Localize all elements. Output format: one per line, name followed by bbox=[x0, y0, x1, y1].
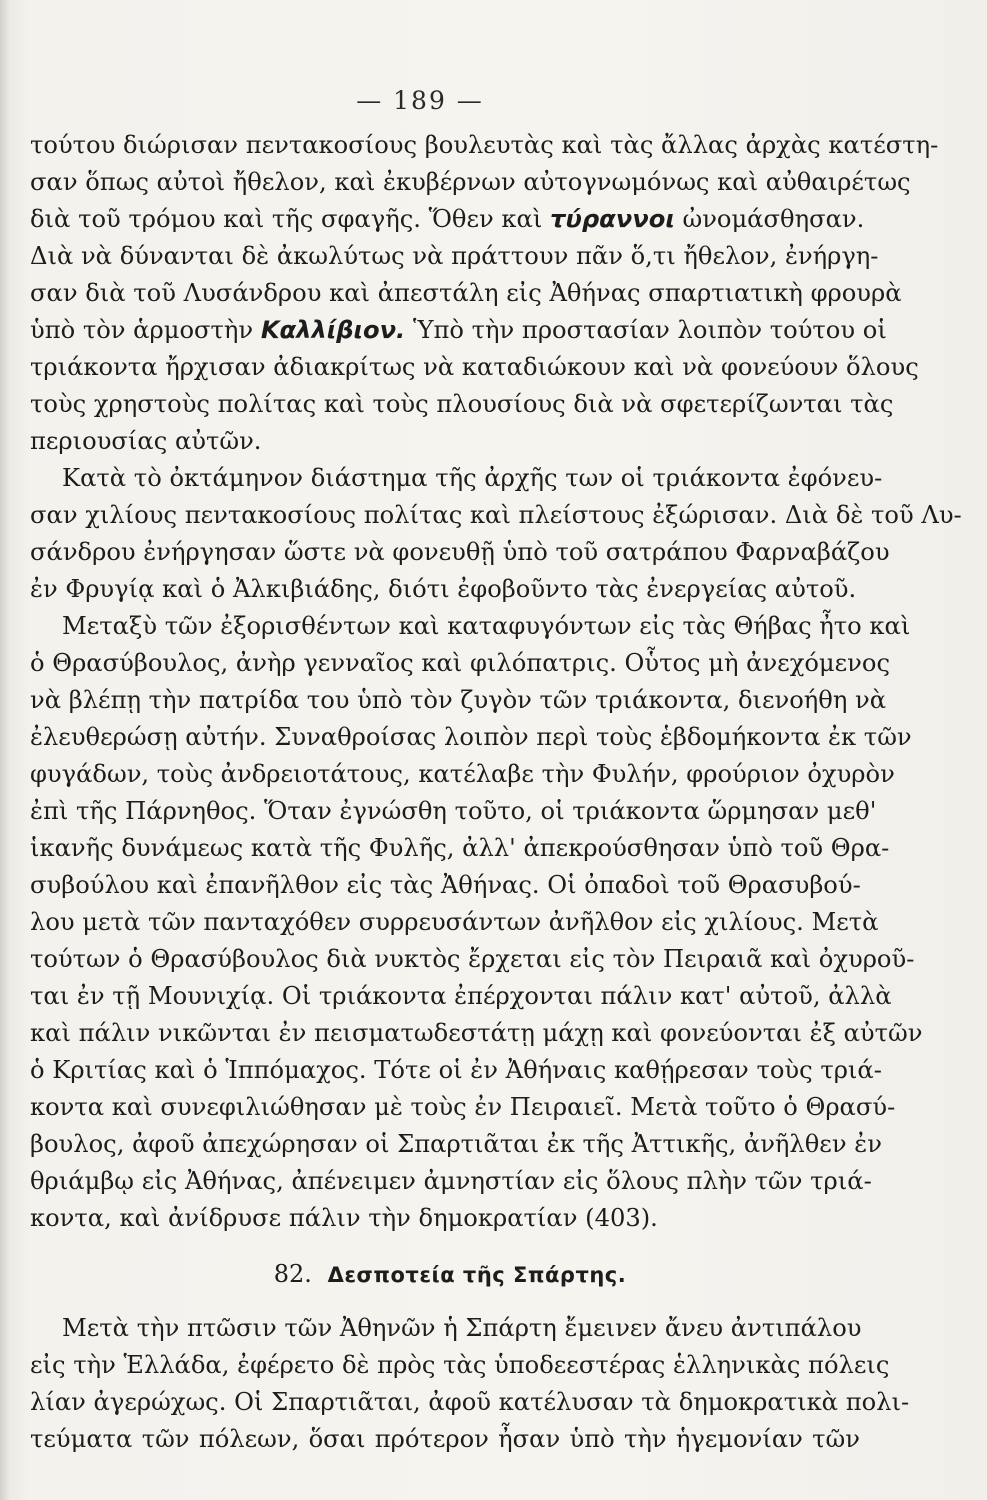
text-line: σαν ὅπως αὐτοὶ ἤθελον, καὶ ἐκυβέρνων αὐτογνωμόνως καὶ αὐθαιρέτως bbox=[30, 168, 911, 196]
text-line: ὁ Κριτίας καὶ ὁ Ἱππόμαχος. Τότε οἱ ἐν Ἀθήναις καθῄρεσαν τοὺς τριά- bbox=[30, 1056, 882, 1084]
text-line: ὁ Θρασύβουλος, ἀνὴρ γενναῖος καὶ φιλόπατρις. Οὗτος μὴ ἀνεχόμενος bbox=[30, 649, 890, 677]
section-title: Δεσποτεία τῆς Σπάρτης. bbox=[327, 1263, 627, 1287]
text-line: τριάκοντα ἤρχισαν ἀδιακρίτως νὰ καταδιώκουν καὶ νὰ φονεύουν ὅλους bbox=[30, 353, 919, 381]
text-line: συβούλου καὶ ἐπανῆλθον εἰς τὰς Ἀθήνας. Οἱ ὀπαδοὶ τοῦ Θρασυβού- bbox=[30, 871, 861, 899]
text-line: λου μετὰ τῶν πανταχόθεν συρρευσάντων ἀνῆλθον εἰς χιλίους. Μετὰ bbox=[30, 908, 879, 936]
text-line: Μεταξὺ τῶν ἐξορισθέντων καὶ καταφυγόντων εἰς τὰς Θήβας ἦτο καὶ bbox=[62, 612, 911, 640]
text-line: Κατὰ τὸ ὀκτάμηνον διάστημα τῆς ἀρχῆς των οἱ τριάκοντα ἐφόνευ- bbox=[62, 464, 883, 492]
page-number: — 189 — bbox=[356, 86, 484, 115]
text-line: Διὰ νὰ δύνανται δὲ ἀκωλύτως νὰ πράττουν πᾶν ὅ,τι ἤθελον, ἐνήργη- bbox=[30, 242, 879, 270]
text-line: θριάμβῳ εἰς Ἀθήνας, ἀπένειμεν ἀμνηστίαν εἰς ὅλους πλὴν τῶν τριά- bbox=[30, 1167, 872, 1195]
section-number: 82. bbox=[273, 1260, 312, 1288]
text-line: τεύματα τῶν πόλεων, ὅσαι πρότερον ἦσαν ὑπὸ τὴν ἡγεμονίαν τῶν bbox=[30, 1425, 860, 1453]
text-line bbox=[30, 205, 865, 233]
text-line: εἰς τὴν Ἑλλάδα, ἐφέρετο δὲ πρὸς τὰς ὑποδεεστέρας ἑλληνικὰς πόλεις bbox=[30, 1351, 890, 1379]
text-line: ἐν Φρυγίᾳ καὶ ὁ Ἀλκιβιάδης, διότι ἐφοβοῦντο τὰς ἐνεργείας αὐτοῦ. bbox=[30, 575, 857, 603]
text-line: ται ἐν τῇ Μουνιχίᾳ. Οἱ τριάκοντα ἐπέρχονται πάλιν κατ' αὐτοῦ, ἀλλὰ bbox=[30, 982, 892, 1010]
text-line: λίαν ἀγερώχως. Οἱ Σπαρτιᾶται, ἀφοῦ κατέλυσαν τὰ δημοκρατικὰ πολι- bbox=[30, 1388, 910, 1416]
text-segment: διὰ τοῦ τρόμου καὶ τῆς σφαγῆς. Ὅθεν καὶ bbox=[30, 205, 543, 233]
text-line: τοὺς χρηστοὺς πολίτας καὶ τοὺς πλουσίους διὰ νὰ σφετερίζωνται τὰς bbox=[30, 390, 894, 418]
text-line: Μετὰ τὴν πτῶσιν τῶν Ἀθηνῶν ἡ Σπάρτη ἔμεινεν ἄνευ ἀντιπάλου bbox=[62, 1314, 862, 1342]
text-line: καὶ πάλιν νικῶνται ἐν πεισματωδεστάτῃ μάχῃ καὶ φονεύονται ἐξ αὐτῶν bbox=[30, 1019, 923, 1047]
text-line: τούτου διώρισαν πεντακοσίους βουλευτὰς καὶ τὰς ἄλλας ἀρχὰς κατέστη- bbox=[30, 131, 939, 159]
text-segment: Ὑπὸ τὴν προστασίαν λοιπὸν τούτου οἱ bbox=[412, 316, 887, 344]
text-line: σάνδρου ἐνήργησαν ὥστε νὰ φονευθῇ ὑπὸ τοῦ σατράπου Φαρναβάζου bbox=[30, 538, 890, 566]
text-line: σαν διὰ τοῦ Λυσάνδρου καὶ ἀπεστάλη εἰς Ἀθήνας σπαρτιατικὴ φρουρὰ bbox=[30, 279, 902, 307]
text-line: σαν χιλίους πεντακοσίους πολίτας καὶ πλείστους ἐξώρισαν. Διὰ δὲ τοῦ Λυ- bbox=[30, 501, 962, 529]
text-segment: ὑπὸ τὸν ἁρμοστὴν bbox=[30, 316, 254, 344]
text-line: βουλος, ἀφοῦ ἀπεχώρησαν οἱ Σπαρτιᾶται ἐκ τῆς Ἀττικῆς, ἀνῆλθεν ἐν bbox=[30, 1130, 882, 1158]
text-line: φυγάδων, τοὺς ἀνδρειοτάτους, κατέλαβε τὴν Φυλήν, φρούριον ὀχυρὸν bbox=[30, 760, 895, 788]
text-line bbox=[30, 316, 887, 344]
text-line: ἐπὶ τῆς Πάρνηθος. Ὅταν ἐγνώσθη τοῦτο, οἱ τριάκοντα ὥρμησαν μεθ' bbox=[30, 797, 877, 825]
text-line: ἱκανῆς δυνάμεως κατὰ τῆς Φυλῆς, ἀλλ' ἀπεκρούσθησαν ὑπὸ τοῦ Θρα- bbox=[30, 834, 890, 862]
text-line: περιουσίας αὐτῶν. bbox=[30, 427, 262, 455]
text-line: τούτων ὁ Θρασύβουλος διὰ νυκτὸς ἔρχεται εἰς τὸν Πειραιᾶ καὶ ὀχυροῦ- bbox=[30, 945, 915, 973]
section-heading bbox=[0, 1260, 900, 1288]
emphasized-name: Καλλίβιον. bbox=[260, 316, 406, 344]
emphasized-term: τύραννοι bbox=[550, 205, 675, 233]
text-line: κοντα, καὶ ἀνίδρυσε πάλιν τὴν δημοκρατίαν (403). bbox=[30, 1204, 658, 1232]
text-segment: ὠνομάσθησαν. bbox=[682, 205, 865, 233]
text-line: νὰ βλέπῃ τὴν πατρίδα του ὑπὸ τὸν ζυγὸν τῶν τριάκοντα, διενοήθη νὰ bbox=[30, 686, 887, 714]
text-line: κοντα καὶ συνεφιλιώθησαν μὲ τοὺς ἐν Πειραιεῖ. Μετὰ τοῦτο ὁ Θρασύ- bbox=[30, 1093, 896, 1121]
text-line: ἐλευθερώσῃ αὐτήν. Συναθροίσας λοιπὸν περὶ τοὺς ἑβδομήκοντα ἐκ τῶν bbox=[30, 723, 912, 751]
